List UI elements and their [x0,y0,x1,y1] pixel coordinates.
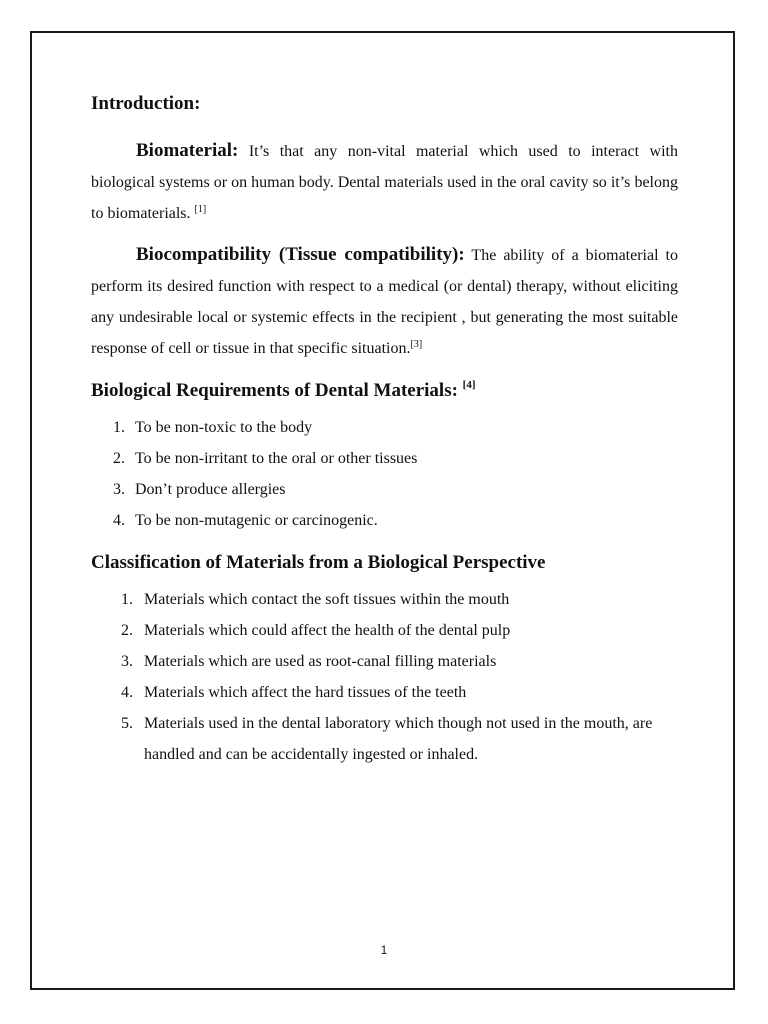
requirements-list [91,412,678,536]
list-item-text: Materials used in the dental laboratory which though not used in the mouth, are handled and can be accidentally ingested or inhaled. [144,715,653,763]
list-item-text: Materials which are used as root-canal filling materials [144,653,497,670]
list-item-text: To be non-toxic to the body [135,419,313,436]
list-number: 3. [121,653,133,670]
list-item [91,412,678,443]
list-item [91,615,678,646]
list-item-text: To be non-irritant to the oral or other tissues [135,450,418,467]
list-number: 5. [121,715,133,732]
list-number: 3. [113,481,125,498]
citation-ref: [4] [462,379,476,391]
list-item-text: Materials which could affect the health of the dental pulp [144,622,511,639]
classification-list [91,584,678,770]
list-item [91,584,678,615]
citation-ref: [1] [194,204,207,215]
biocompatibility-definition: The ability of a biomaterial to perform its desired function with respect to a medical (or dental) therapy, without eliciting any undesirable local or systemic effects in the recipient , but generating the most suitable response of cell or tissue in that specific situation. [91,247,678,357]
citation-ref: [3] [410,339,423,350]
list-item [91,474,678,505]
requirements-heading-text: Biological Requirements of Dental Materials: [91,380,458,401]
biocompatibility-term: Biocompatibility (Tissue compatibility): [136,244,465,265]
introduction-heading: Introduction: [91,93,201,114]
requirements-heading [91,378,678,404]
list-item-text: Materials which affect the hard tissues of the teeth [144,684,467,701]
biocompatibility-paragraph [91,239,678,364]
list-item-text: Materials which contact the soft tissues within the mouth [144,591,510,608]
list-item [91,505,678,536]
page-number: 1 [380,943,388,957]
list-item [91,677,678,708]
list-item-text: To be non-mutagenic or carcinogenic. [135,512,378,529]
list-number: 1. [113,419,125,436]
list-item [91,646,678,677]
list-number: 2. [121,622,133,639]
biomaterial-paragraph [91,135,678,229]
document-body [91,91,678,770]
list-number: 4. [113,512,125,529]
list-item [91,708,678,770]
list-item [91,443,678,474]
list-number: 4. [121,684,133,701]
list-number: 1. [121,591,133,608]
biomaterial-term: Biomaterial: [136,140,239,161]
classification-heading: Classification of Materials from a Biological Perspective [91,552,546,573]
biomaterial-definition: It’s that any non-vital material which used to interact with biological systems or on human body. Dental materials used in the oral cavity so it’s belong to biomaterials. [91,143,678,222]
list-item-text: Don’t produce allergies [135,481,286,498]
list-number: 2. [113,450,125,467]
